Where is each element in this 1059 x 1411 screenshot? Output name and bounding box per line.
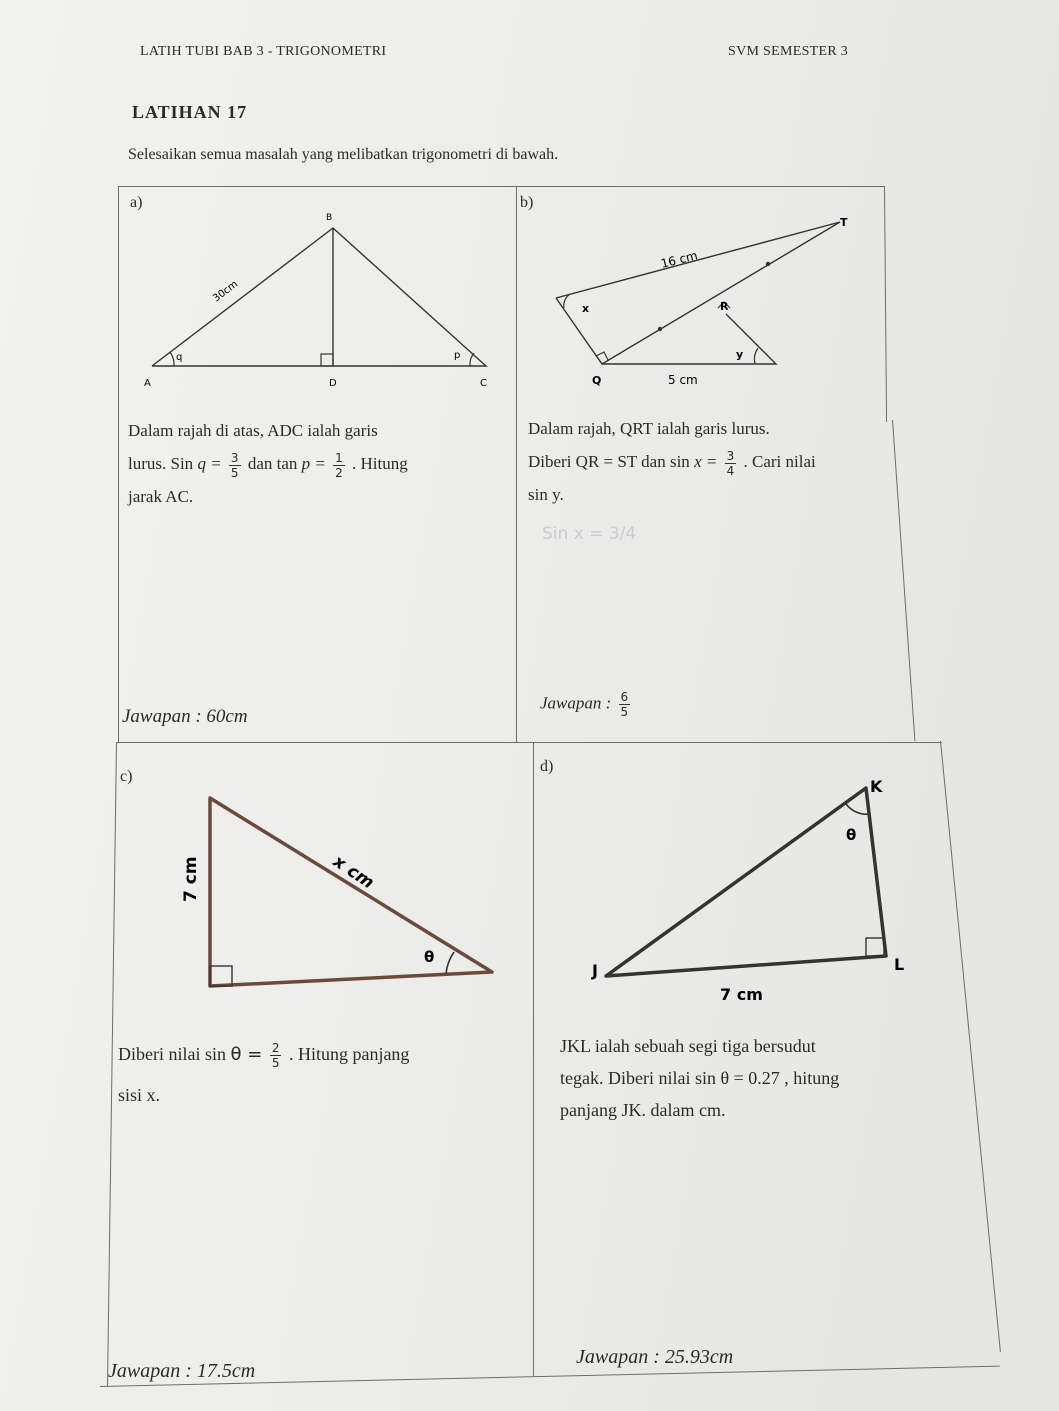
table-left-border-upper: [118, 186, 119, 742]
question-b-answer: [540, 690, 633, 719]
question-a-line2-mid: dan tan: [247, 454, 298, 473]
vertex-a-label: A: [144, 378, 151, 389]
table-column-divider-upper: [516, 186, 517, 742]
handwritten-note: Sin x = 3/4: [542, 524, 637, 544]
question-c-answer: Jawapan : 17.5cm: [108, 1360, 256, 1382]
x-variable: x =: [694, 452, 718, 471]
vertex-d-label: D: [329, 378, 337, 389]
hypotenuse-label: x cm: [329, 851, 378, 894]
question-a-diagram: [130, 200, 510, 400]
question-b-text: [528, 412, 894, 511]
p-variable: p =: [301, 454, 326, 473]
side-jl-label: 7 cm: [720, 985, 763, 1004]
header-left: LATIH TUBI BAB 3 - TRIGONOMETRI: [140, 44, 387, 59]
question-d-label: d): [540, 758, 554, 775]
page-title: LATIHAN 17: [132, 102, 248, 122]
sin-x-fraction: [725, 449, 737, 478]
question-c-diagram: [170, 790, 510, 1000]
instruction-text: Selesaikan semua masalah yang melibatkan trigonometri di bawah.: [128, 146, 559, 163]
table-middle-border: [116, 742, 942, 743]
vertex-r-label: R: [720, 300, 729, 313]
question-a-line2-start: lurus. Sin: [128, 454, 194, 473]
header-right: SVM SEMESTER 3: [728, 44, 849, 59]
table-column-divider-lower: [533, 742, 534, 1376]
question-a-line1-text: Dalam rajah di atas, ADC ialah garis: [128, 421, 378, 440]
question-b-line2-start: Diberi QR = ST dan sin: [528, 452, 690, 471]
side-ab-label: 30cm: [211, 278, 241, 305]
side-16cm-label: 16 cm: [659, 248, 699, 271]
sin-theta-denominator: 5: [271, 1056, 280, 1071]
tan-p-fraction: [333, 451, 345, 480]
q-variable: q =: [197, 454, 222, 473]
angle-theta-label: θ: [424, 948, 435, 966]
question-a-line2-end: . Hitung: [352, 454, 408, 473]
question-d-line3: panjang JK. dalam cm.: [560, 1100, 726, 1120]
angle-x-label: x: [582, 302, 590, 315]
vertex-j-label: J: [592, 961, 598, 980]
question-d-line1: JKL ialah sebuah segi tiga bersudut: [560, 1036, 816, 1056]
question-c-line1: [118, 1034, 528, 1075]
question-b-line2: [528, 445, 894, 478]
sin-q-denominator: 5: [230, 465, 239, 480]
theta-variable: θ =: [230, 1044, 263, 1065]
table-top-border: [118, 186, 884, 187]
answer-numerator: 6: [620, 690, 629, 704]
vertex-c-label: C: [480, 378, 487, 389]
side-5cm-label: 5 cm: [668, 373, 698, 387]
vertex-t-label: T: [840, 216, 848, 229]
question-a-line2: [128, 447, 512, 480]
question-a-text: [128, 414, 512, 513]
question-c-line2: sisi x.: [118, 1085, 161, 1105]
sin-q-numerator: 3: [230, 450, 239, 465]
angle-theta-d-label: θ: [846, 826, 857, 844]
sin-x-numerator: 3: [726, 448, 735, 463]
answer-denominator: 5: [620, 705, 629, 719]
sin-theta-fraction: [270, 1041, 282, 1070]
sin-q-fraction: [229, 451, 241, 480]
vertex-b-label: B: [326, 213, 333, 223]
question-c-line1-start: Diberi nilai sin: [118, 1044, 226, 1064]
vertex-l-label: L: [894, 955, 905, 974]
question-a-answer: Jawapan : 60cm: [122, 706, 248, 727]
question-a-line1: [128, 414, 512, 447]
question-c-line1-end: . Hitung panjang: [288, 1044, 410, 1064]
question-b-line3: sin y.: [528, 485, 564, 504]
tan-p-numerator: 1: [335, 450, 343, 465]
question-a-line3: jarak AC.: [128, 487, 194, 506]
angle-q-label: q: [176, 352, 183, 363]
question-b-answer-fraction: [619, 690, 631, 719]
table-left-border-lower: [107, 742, 117, 1386]
sin-x-denominator: 4: [726, 463, 735, 478]
table-right-border-mid: [892, 420, 915, 741]
question-b-line1: Dalam rajah, QRT ialah garis lurus.: [528, 419, 770, 438]
question-c-text: [118, 1034, 528, 1115]
question-c-label: c): [120, 768, 133, 785]
side-7cm-label: 7 cm: [181, 856, 201, 902]
angle-p-label: p: [454, 350, 461, 361]
tan-p-denominator: 2: [335, 465, 343, 480]
table-right-border-upper: [884, 186, 887, 422]
question-b-diagram: [540, 206, 870, 396]
sin-theta-numerator: 2: [271, 1041, 280, 1056]
question-b-answer-prefix: Jawapan :: [540, 693, 612, 713]
question-d-line2: tegak. Diberi nilai sin θ = 0.27 , hitung: [560, 1068, 840, 1088]
question-d-text: [560, 1030, 960, 1126]
question-d-answer: Jawapan : 25.93cm: [576, 1346, 734, 1368]
vertex-q-label: Q: [592, 374, 602, 387]
question-d-diagram: [580, 770, 920, 1010]
question-b-line2-end: . Cari nilai: [743, 452, 816, 471]
question-a-label: a): [130, 194, 143, 211]
vertex-k-label: K: [870, 777, 883, 796]
angle-y-label: y: [736, 348, 744, 361]
question-b-label: b): [520, 194, 534, 211]
